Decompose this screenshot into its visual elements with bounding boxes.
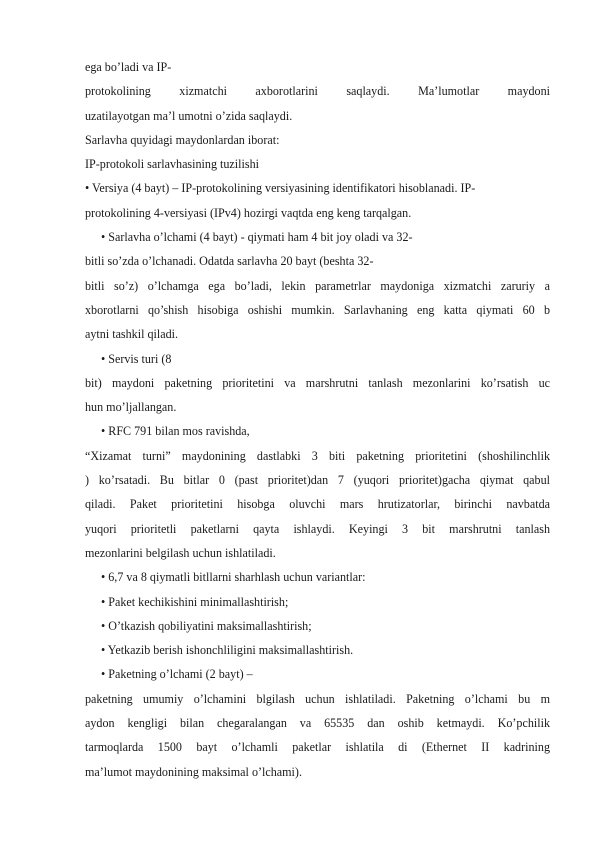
text-line: mezonlarini belgilash uchun ishlatiladi. — [85, 545, 276, 560]
bullet-line: • Yetkazib berish ishonchliligini maksimallashtirish. — [101, 643, 354, 658]
text-line: paketning umumiy o’lchamini blgilash uchun ishlatiladi. Paketning o’lchami bu m — [85, 691, 550, 706]
document-body — [85, 55, 550, 784]
text-line: bitli so’z) o’lchamga ega bo’ladi, lekin parametrlar maydoniga xizmatchi zaruriy a — [85, 278, 550, 293]
text-line: aytni tashkil qiladi. — [85, 327, 179, 342]
text-line: bit) maydoni paketning prioritetini va marshrutni tanlash mezonlarini ko’rsatish uc — [85, 375, 550, 390]
text-line: yuqori prioritetli paketlarni qayta ishlaydi. Keyingi 3 bit marshrutni tanlash — [85, 521, 550, 536]
text-line: bitli so’zda o’lchanadi. Odatda sarlavha 20 bayt (beshta 32- — [85, 254, 374, 269]
bullet-line: • RFC 791 bilan mos ravishda, — [101, 424, 250, 439]
bullet-line: • Paketning o’lchami (2 bayt) – — [101, 667, 253, 682]
text-line: Sarlavha quyidagi maydonlardan iborat: — [85, 132, 280, 147]
text-line: ega bo’ladi va IP- — [85, 60, 172, 74]
text-line: tarmoqlarda 1500 bayt o’lchamli paketlar ishlatila di (Ethernet II kadrining — [85, 740, 550, 755]
section-heading: IP-protokoli sarlavhasining tuzilishi — [85, 157, 259, 172]
text-line: aydon kengligi bilan chegaralangan va 65535 dan oshib ketmaydi. Ko’pchilik — [85, 716, 550, 731]
text-line: uzatilayotgan ma’l umotni o’zida saqlaydi. — [85, 108, 293, 123]
bullet-line: • Servis turi (8 — [101, 351, 172, 366]
text-line: protokolining 4-versiyasi (IPv4) hozirgi vaqtda eng keng tarqalgan. — [85, 205, 412, 220]
text-line: ) ko’rsatadi. Bu bitlar 0 (past prioritet)dan 7 (yuqori prioritet)gacha qiymat qabul — [85, 473, 550, 488]
text-line: ma’lumot maydonining maksimal o’lchami). — [85, 764, 302, 779]
text-line: “Xizamat turni” maydonining dastlabki 3 biti paketning prioritetini (shoshilinchlik — [85, 448, 550, 463]
text-line: qiladi. Paket prioritetini hisobga oluvchi mars hrutizatorlar, birinchi navbatda — [85, 497, 550, 512]
bullet-line: • O’tkazish qobiliyatini maksimallashtirish; — [101, 618, 312, 633]
bullet-line: • Sarlavha o’lchami (4 bayt) - qiymati ham 4 bit joy oladi va 32- — [101, 230, 413, 245]
bullet-line: • Paket kechikishini minimallashtirish; — [101, 594, 289, 609]
text-line: hun mo’ljallangan. — [85, 400, 177, 415]
bullet-line: • 6,7 va 8 qiymatli bitllarni sharhlash uchun variantlar: — [101, 570, 366, 585]
bullet-line: • Versiya (4 bayt) – IP-protokolining versiyasining identifikatori hisoblanadi. IP- — [85, 181, 476, 196]
text-line: protokolining xizmatchi axborotlarini saqlaydi. Ma’lumotlar maydoni — [85, 84, 550, 99]
text-line: xborotlarni qo’shish hisobiga oshishi mumkin. Sarlavhaning eng katta qiymati 60 b — [85, 302, 550, 317]
